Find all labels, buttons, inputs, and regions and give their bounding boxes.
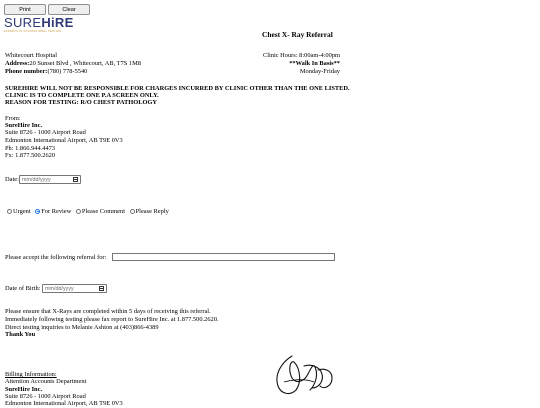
- address-value: 20 Sunset Blvd , Whitecourt, AB, T7S 1M8: [29, 60, 141, 67]
- dob-input[interactable]: [42, 284, 107, 293]
- notice-line-1: SUREHIRE WILL NOT BE RESPONSIBLE FOR CHARGES INCURRED BY CLINIC OTHER THAN THE ONE LISTED.: [5, 85, 350, 92]
- dob-placeholder: mm/dd/yyyy: [45, 285, 74, 292]
- logo-tagline: EXPERTS IN OCCUPATIONAL TESTING: [4, 30, 62, 33]
- billing-title: Billing Information:: [5, 371, 57, 378]
- from-label: From:: [5, 115, 21, 122]
- radio-option-please-reply[interactable]: [130, 208, 169, 215]
- notice-line-3: REASON FOR TESTING: R/O CHEST PATHOLOGY: [5, 99, 158, 106]
- instruction-line-2: Immediately following testing please fax report to SureHire Inc. at 1.877.500.2620.: [5, 316, 219, 323]
- referral-input[interactable]: [112, 253, 335, 261]
- phone-value: (780) 778-5540: [47, 68, 88, 75]
- referral-label: Please accept the following referral for:: [5, 254, 107, 261]
- address-label: Address:: [5, 60, 30, 67]
- billing-company: SureHire Inc.: [5, 386, 43, 393]
- clinic-days: Monday-Friday: [299, 68, 340, 75]
- instruction-line-1: Please ensure that X-Rays are completed within 5 days of receiving this referral.: [5, 308, 211, 315]
- phone-label: Phone number:: [5, 68, 48, 75]
- billing-attention: Attention Accounts Department: [5, 378, 87, 385]
- surehire-logo: [4, 16, 74, 33]
- from-city: Edmonton International Airport, AB T9E 0V3: [5, 137, 123, 144]
- clear-button[interactable]: Clear: [48, 4, 90, 15]
- form-title: Chest X- Ray Referral: [262, 30, 333, 39]
- billing-city: Edmonton International Airport, AB T9E 0V3: [5, 400, 123, 407]
- radio-selected-icon[interactable]: [35, 209, 40, 214]
- clinic-phone: [5, 68, 87, 76]
- radio-option-urgent[interactable]: [7, 208, 31, 215]
- from-company: SureHire Inc.: [5, 122, 43, 129]
- radio-icon[interactable]: [7, 209, 12, 214]
- dob-label: Date of Birth:: [5, 285, 41, 292]
- radio-icon[interactable]: [76, 209, 81, 214]
- radio-option-please-comment[interactable]: [76, 208, 125, 215]
- logo-sure-text: SURE: [4, 15, 42, 30]
- billing-street: Suite 8726 - 1000 Airport Road: [5, 393, 86, 400]
- print-button[interactable]: Print: [4, 4, 46, 15]
- radio-label: Urgent: [13, 208, 31, 215]
- from-phone: Ph: 1.866.944.4473: [5, 145, 56, 152]
- radio-label: Please Comment: [81, 208, 125, 215]
- notice-line-2: CLINIC IS TO COMPLETE ONE P.A SCREEN ONLY.: [5, 92, 159, 99]
- date-input[interactable]: [19, 175, 81, 184]
- radio-label: Please Reply: [135, 208, 169, 215]
- calendar-icon[interactable]: [99, 286, 104, 291]
- clinic-hours: Clinic Hours: 8:00am-4:00pm: [262, 52, 340, 59]
- thank-you: Thank You: [5, 331, 36, 338]
- signature-image: [270, 352, 340, 400]
- walk-in-basis: **Walk In Basis**: [289, 60, 340, 67]
- calendar-icon[interactable]: [73, 177, 78, 182]
- clinic-address: [5, 60, 141, 68]
- from-street: Suite 8726 - 1000 Airport Road: [5, 129, 86, 136]
- date-label: Date:: [5, 176, 19, 183]
- logo-hire-text: HiRE: [41, 15, 74, 30]
- instruction-line-3: Direct testing inquiries to Melanie Ashton at (403)866-4389: [5, 324, 159, 331]
- from-fax: Fx: 1.877.500.2620: [5, 152, 56, 159]
- date-placeholder: mm/dd/yyyy: [22, 176, 51, 183]
- priority-radio-group: [7, 208, 172, 216]
- radio-icon[interactable]: [130, 209, 135, 214]
- clinic-name: Whitecourt Hospital: [5, 52, 57, 59]
- radio-label: For Review: [41, 208, 72, 215]
- radio-option-for-review[interactable]: [35, 208, 71, 215]
